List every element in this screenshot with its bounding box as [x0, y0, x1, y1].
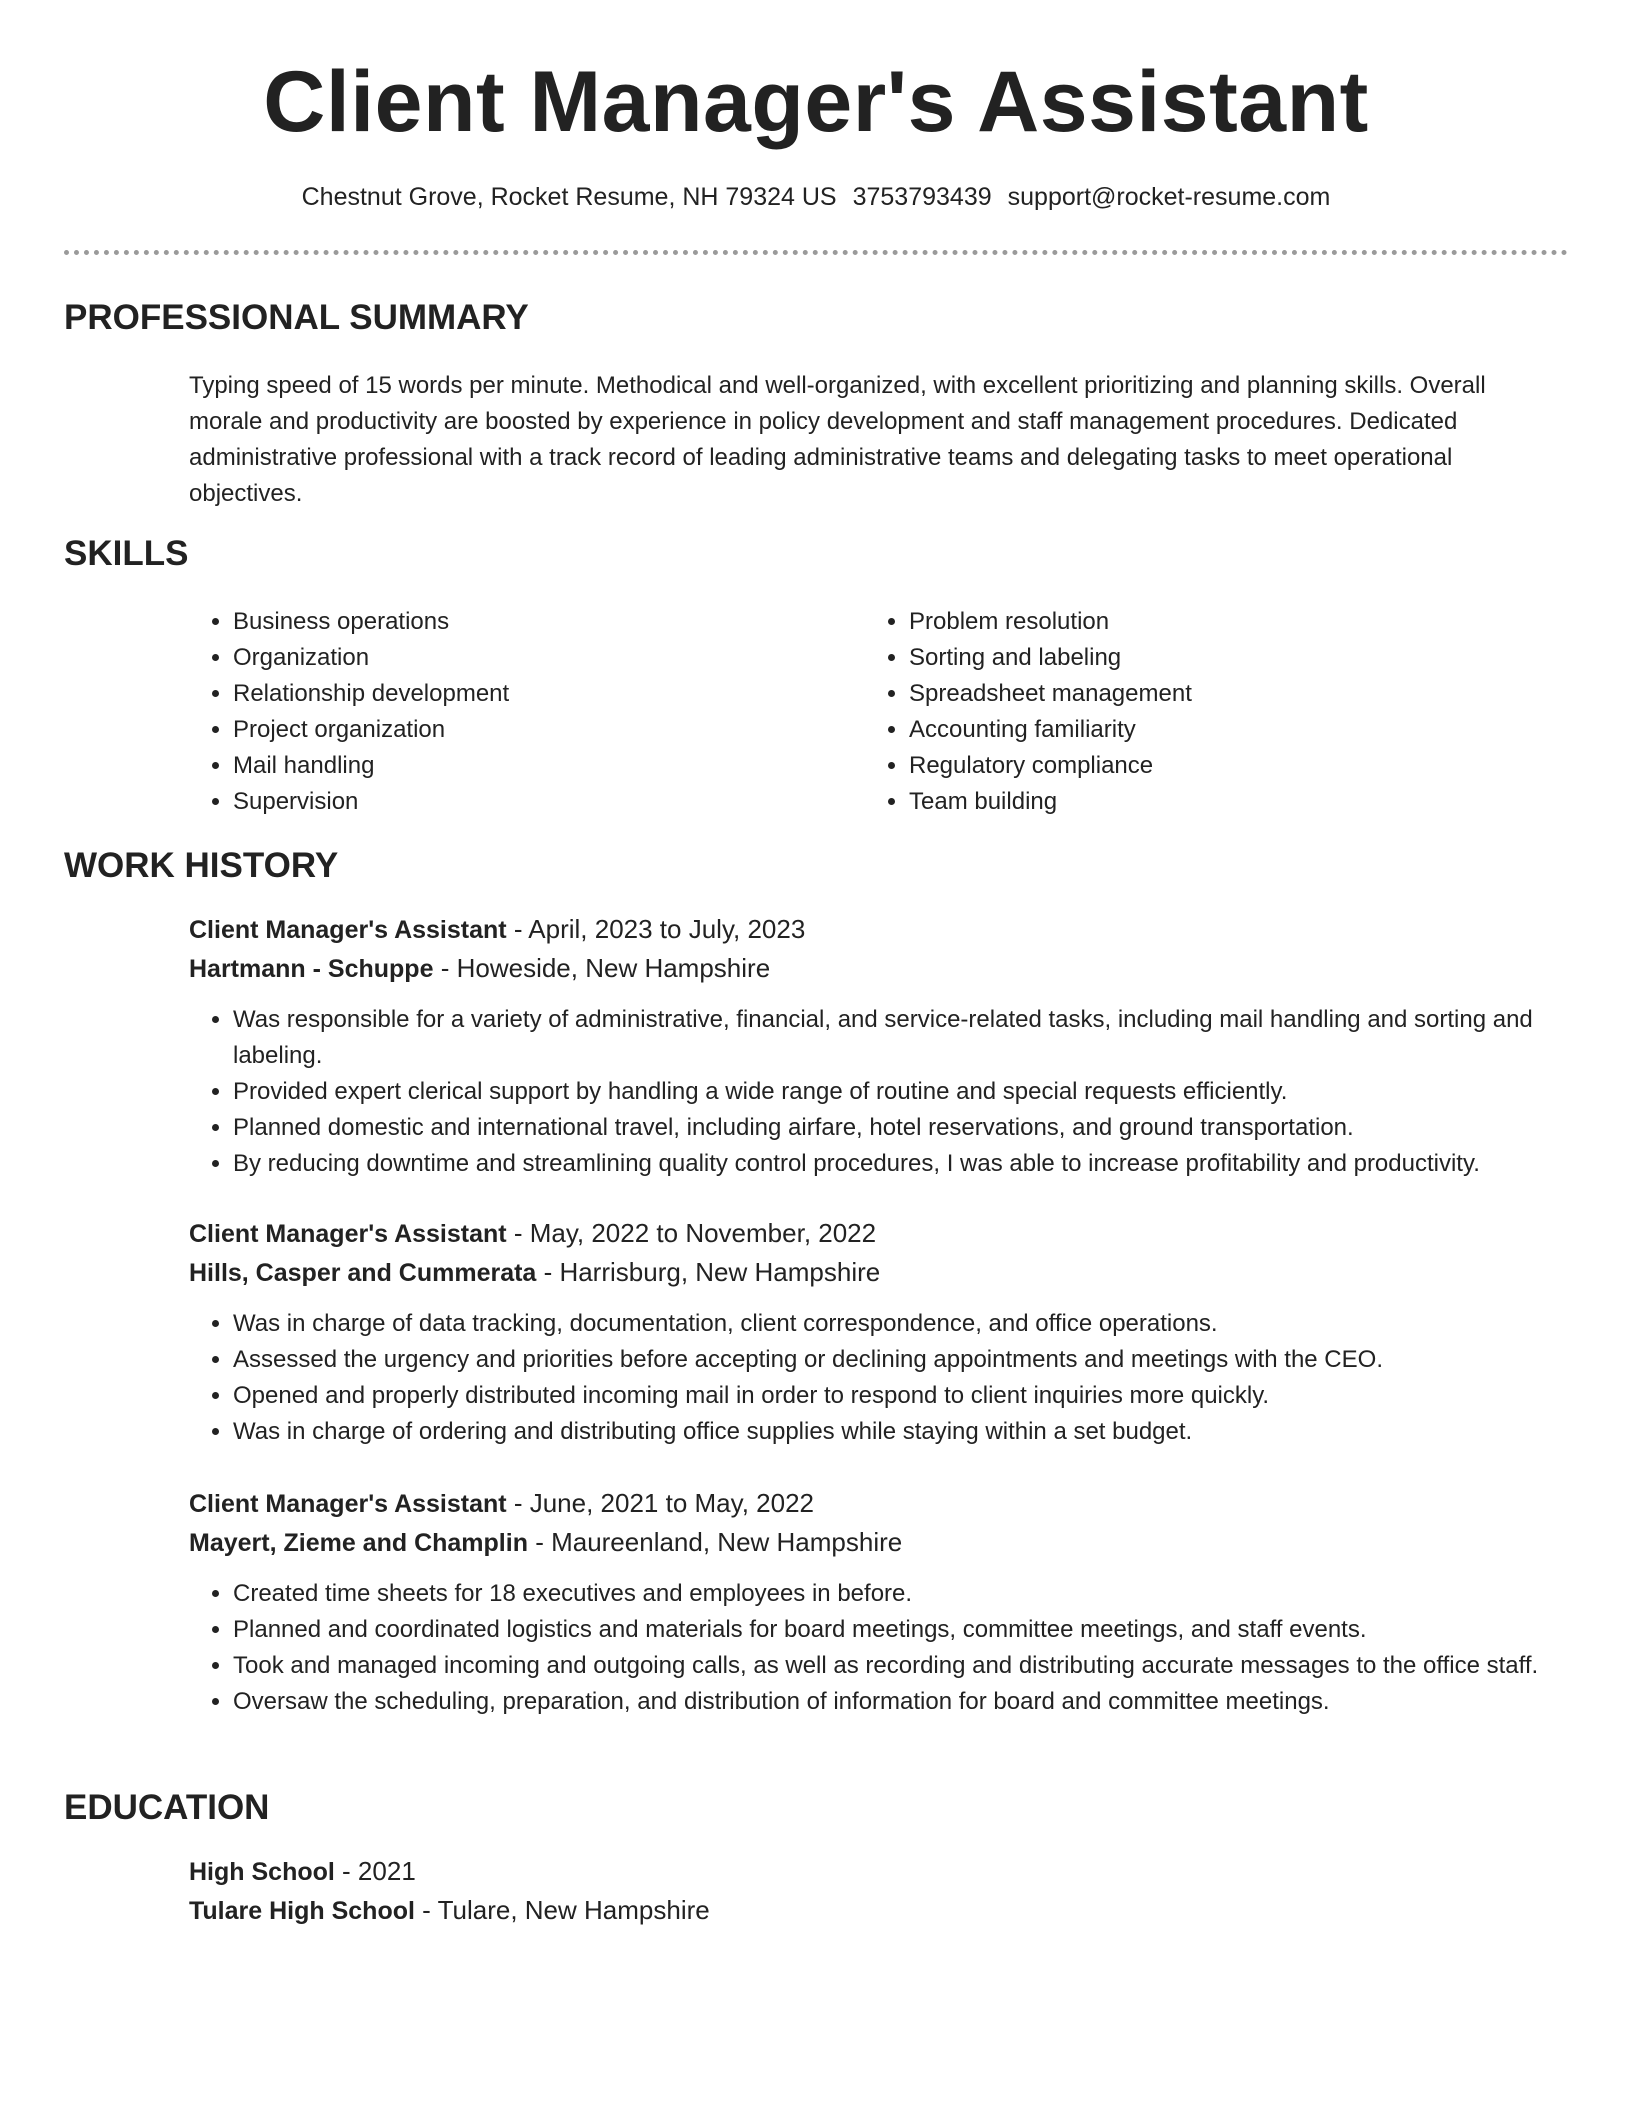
- skills-heading: SKILLS: [64, 534, 189, 573]
- job-bullet: • Was in charge of ordering and distributing office supplies while staying within a set budget.: [233, 1414, 1549, 1450]
- job-entry: [189, 1214, 1549, 1450]
- job-bullet: • Planned domestic and international travel, including airfare, hotel reservations, and ground transportation.: [233, 1110, 1549, 1146]
- education-heading: EDUCATION: [64, 1788, 270, 1827]
- skill-item: • Business operations: [233, 604, 853, 640]
- job-bullet: • Planned and coordinated logistics and materials for board meetings, committee meetings, and staff events.: [233, 1612, 1549, 1648]
- skill-item: • Spreadsheet management: [909, 676, 1549, 712]
- education-school-line: [189, 1891, 1549, 1930]
- contact-address: Chestnut Grove, Rocket Resume, NH 79324 US: [301, 183, 837, 211]
- contact-line: [0, 180, 1632, 214]
- education-degree: High School: [189, 1858, 335, 1886]
- job-bullet: • Oversaw the scheduling, preparation, and distribution of information for board and committee meetings.: [233, 1684, 1549, 1720]
- job-title: Client Manager's Assistant: [189, 1220, 507, 1248]
- skill-item: • Supervision: [233, 784, 853, 820]
- education-degree-line: [189, 1852, 1549, 1891]
- job-location: - Maureenland, New Hampshire: [527, 1527, 903, 1557]
- job-entry: [189, 1484, 1549, 1720]
- job-title-line: [189, 1484, 1549, 1523]
- education-school: Tulare High School: [189, 1897, 415, 1925]
- job-dates: - May, 2022 to November, 2022: [506, 1218, 877, 1248]
- job-company-line: [189, 1523, 1549, 1562]
- skill-item: • Accounting familiarity: [909, 712, 1549, 748]
- job-bullets: [189, 1576, 1549, 1720]
- job-location: - Howeside, New Hampshire: [433, 953, 771, 983]
- skill-item: • Problem resolution: [909, 604, 1549, 640]
- job-title-line: [189, 1214, 1549, 1253]
- job-company-line: [189, 1253, 1549, 1292]
- job-entry: [189, 910, 1549, 1182]
- job-company: Hills, Casper and Cummerata: [189, 1259, 537, 1287]
- job-company-line: [189, 949, 1549, 988]
- job-location: - Harrisburg, New Hampshire: [536, 1257, 881, 1287]
- header-divider: [64, 250, 1568, 255]
- skill-item: • Organization: [233, 640, 853, 676]
- job-bullet: • Opened and properly distributed incoming mail in order to respond to client inquiries more quickly.: [233, 1378, 1549, 1414]
- job-bullet: • Assessed the urgency and priorities before accepting or declining appointments and meetings with the CEO.: [233, 1342, 1549, 1378]
- skill-item: • Team building: [909, 784, 1549, 820]
- job-company: Hartmann - Schuppe: [189, 955, 434, 983]
- skill-item: • Sorting and labeling: [909, 640, 1549, 676]
- job-dates: - June, 2021 to May, 2022: [506, 1488, 814, 1518]
- job-title-line: [189, 910, 1549, 949]
- skills-list-right: [865, 604, 1549, 820]
- skill-item: • Mail handling: [233, 748, 853, 784]
- education-entry: [189, 1852, 1549, 1930]
- contact-email: support@rocket-resume.com: [1007, 183, 1331, 211]
- job-company: Mayert, Zieme and Champlin: [189, 1529, 528, 1557]
- job-title: Client Manager's Assistant: [189, 916, 507, 944]
- job-bullet: • Created time sheets for 18 executives and employees in before.: [233, 1576, 1549, 1612]
- skill-item: • Relationship development: [233, 676, 853, 712]
- job-bullets: [189, 1306, 1549, 1450]
- job-title: Client Manager's Assistant: [189, 1490, 507, 1518]
- resume-name: Client Manager's Assistant: [263, 54, 1369, 150]
- skills-list-left: [189, 604, 853, 820]
- job-dates: - April, 2023 to July, 2023: [506, 914, 806, 944]
- education-year: - 2021: [334, 1856, 416, 1886]
- job-bullets: [189, 1002, 1549, 1182]
- work-heading: WORK HISTORY: [64, 846, 339, 885]
- skill-item: • Project organization: [233, 712, 853, 748]
- job-bullet: • Was in charge of data tracking, documentation, client correspondence, and office operations.: [233, 1306, 1549, 1342]
- job-bullet: • Was responsible for a variety of administrative, financial, and service-related tasks, including mail handling and sorting and labeling.: [233, 1002, 1549, 1074]
- contact-phone: 3753793439: [852, 183, 992, 211]
- job-bullet: • Provided expert clerical support by handling a wide range of routine and special requests efficiently.: [233, 1074, 1549, 1110]
- education-location: - Tulare, New Hampshire: [414, 1895, 710, 1925]
- summary-heading: PROFESSIONAL SUMMARY: [64, 298, 529, 337]
- job-bullet: • By reducing downtime and streamlining quality control procedures, I was able to increase profitability and productivity.: [233, 1146, 1549, 1182]
- skill-item: • Regulatory compliance: [909, 748, 1549, 784]
- summary-text: Typing speed of 15 words per minute. Methodical and well-organized, with excellent prioritizing and planning skills. Overall morale and productivity are boosted by experience in policy development and staff management procedures. Dedicated administrative professional with a track record of leading administrative teams and delegating tasks to meet operational objectives.: [189, 372, 1486, 507]
- job-bullet: • Took and managed incoming and outgoing calls, as well as recording and distributing accurate messages to the office staff.: [233, 1648, 1549, 1684]
